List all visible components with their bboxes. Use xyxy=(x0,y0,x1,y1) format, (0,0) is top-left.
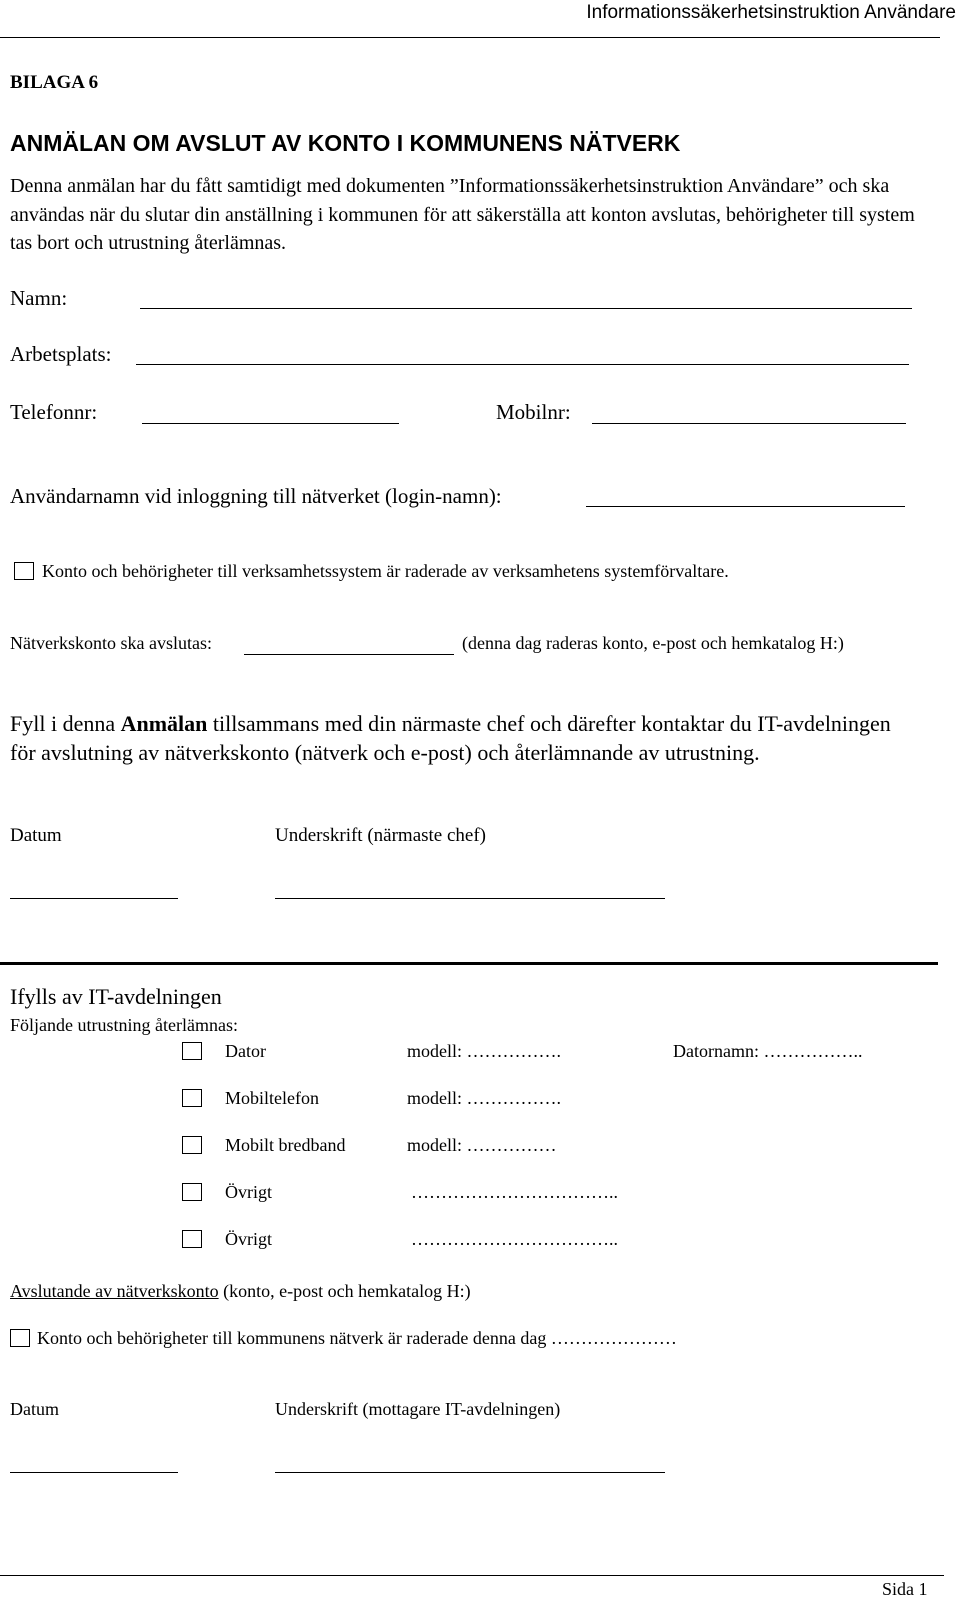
equipment-model: …………………………….. xyxy=(411,1229,618,1249)
appendix-label: BILAGA 6 xyxy=(10,72,99,93)
equipment-checkbox-mobile[interactable] xyxy=(182,1089,202,1107)
name-field[interactable] xyxy=(140,308,912,309)
manager-signature-field[interactable] xyxy=(275,898,665,899)
closing-heading: Avslutande av nätverkskonto (konto, e-post och hemkatalog H:) xyxy=(10,1281,471,1301)
it-section-subtitle: Följande utrustning återlämnas: xyxy=(10,1015,238,1035)
mobile-label: Mobilnr: xyxy=(496,400,571,424)
footer-rule xyxy=(0,1575,944,1576)
instructions-text: Fyll i denna Anmälan tillsammans med din närmaste chef och därefter kontaktar du IT-avdelningen för avslutning av nätverkskonto (nätverk och e-post) och återlämnande av utrustning. xyxy=(10,711,891,765)
equipment-model: …………………………….. xyxy=(411,1182,618,1202)
equipment-label: Mobilt bredband xyxy=(225,1135,346,1155)
network-deleted-label: Konto och behörigheter till kommunens nätverk är raderade denna dag ………………… xyxy=(37,1328,677,1348)
network-end-note: (denna dag raderas konto, e-post och hemkatalog H:) xyxy=(462,633,844,653)
header-rule xyxy=(0,37,940,38)
it-signature-field[interactable] xyxy=(275,1472,665,1473)
section-divider xyxy=(0,962,938,965)
form-title: ANMÄLAN OM AVSLUT AV KONTO I KOMMUNENS NÄTVERK xyxy=(10,130,681,156)
username-field[interactable] xyxy=(586,506,905,507)
phone-label: Telefonnr: xyxy=(10,400,98,424)
it-date-field[interactable] xyxy=(10,1472,178,1473)
equipment-model: modell: ……………. xyxy=(407,1041,561,1061)
equipment-label: Övrigt xyxy=(225,1182,272,1202)
it-signature-label: Underskrift (mottagare IT-avdelningen) xyxy=(275,1399,561,1419)
running-header: Informationssäkerhetsinstruktion Användare xyxy=(586,2,956,23)
intro-text: Denna anmälan har du fått samtidigt med dokumenten ”Informationssäkerhetsinstruktion Användare” och ska användas när du slutar din anställning i kommunen för att säkerställa att konton avslutas, behörigheter till system tas bort och utrustning återlämnas. xyxy=(10,175,915,254)
it-date-label: Datum xyxy=(10,1399,59,1419)
date-field[interactable] xyxy=(10,898,178,899)
computer-name-field: Datornamn: …………….. xyxy=(673,1041,863,1061)
manager-signature-label: Underskrift (närmaste chef) xyxy=(275,825,487,846)
workplace-field[interactable] xyxy=(136,364,909,365)
systems-deleted-label: Konto och behörigheter till verksamhetssystem är raderade av verksamhetens systemförvaltare. xyxy=(42,561,729,581)
mobile-field[interactable] xyxy=(592,423,906,424)
it-section-title: Ifylls av IT-avdelningen xyxy=(10,984,222,1009)
equipment-checkbox-computer[interactable] xyxy=(182,1042,202,1060)
page-number: Sida 1 xyxy=(882,1579,928,1599)
network-deleted-checkbox[interactable] xyxy=(10,1329,30,1347)
equipment-label: Dator xyxy=(225,1041,266,1061)
equipment-checkbox-other-2[interactable] xyxy=(182,1230,202,1248)
network-end-date-field[interactable] xyxy=(244,654,454,655)
network-end-label: Nätverkskonto ska avslutas: xyxy=(10,633,212,653)
equipment-label: Övrigt xyxy=(225,1229,272,1249)
systems-deleted-checkbox[interactable] xyxy=(14,562,34,580)
workplace-label: Arbetsplats: xyxy=(10,342,112,366)
date-label: Datum xyxy=(10,825,62,846)
username-label: Användarnamn vid inloggning till nätverket (login-namn): xyxy=(10,484,502,508)
phone-field[interactable] xyxy=(142,423,399,424)
equipment-model: modell: …………… xyxy=(407,1135,557,1155)
equipment-label: Mobiltelefon xyxy=(225,1088,319,1108)
equipment-model: modell: ……………. xyxy=(407,1088,561,1108)
equipment-checkbox-other-1[interactable] xyxy=(182,1183,202,1201)
equipment-checkbox-broadband[interactable] xyxy=(182,1136,202,1154)
name-label: Namn: xyxy=(10,286,68,310)
